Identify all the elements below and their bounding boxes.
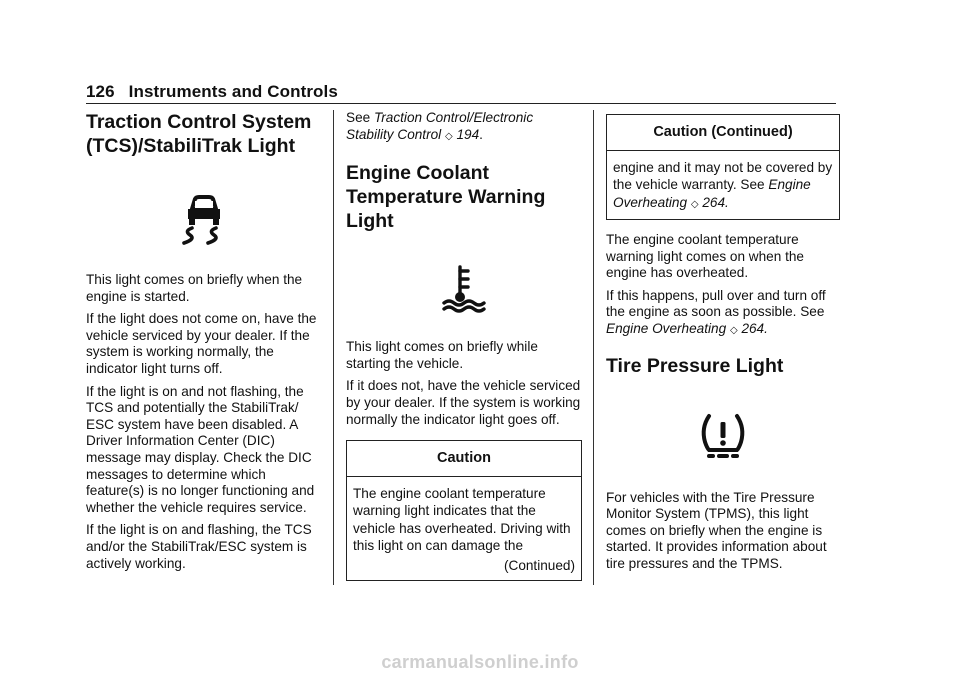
caution-body: engine and it may not be covered by the vehicle warranty. See (613, 159, 833, 192)
paragraph-text: If this happens, pull over and turn off the engine as soon as possible. See (606, 287, 826, 320)
paragraph: The engine coolant temperature warning light comes on when the engine has overheated. (606, 232, 804, 281)
ref-glyph: ◇ (729, 324, 738, 336)
watermark: carmanualsonline.info (381, 652, 579, 672)
paragraph: If the light is on and flashing, the TCS and/or the StabiliTrak/ESC system is actively working. (86, 522, 312, 571)
section-title: Instruments and Controls (128, 82, 338, 101)
paragraph: This light comes on briefly while starting the vehicle. (346, 339, 538, 371)
caution-title: Caution (Continued) (607, 115, 839, 151)
page-header (86, 82, 338, 102)
see-reference: Traction Control/Electronic Stability Control (346, 110, 534, 142)
tire-pressure-heading: Tire Pressure Light (606, 354, 784, 377)
cross-reference[interactable]: See Traction Control/Electronic Stability Control ◇ 194. (346, 110, 534, 142)
tcs-heading: Traction Control System (TCS)/StabiliTrak Light (86, 111, 312, 157)
ref-page: 264. (702, 194, 729, 210)
ref-title: Engine Overheating (613, 177, 811, 210)
column-divider (333, 110, 334, 585)
ref-title: Engine Overheating (606, 320, 727, 336)
paragraph (606, 288, 840, 340)
page-number: 126 (86, 82, 115, 101)
tire-pressure-icon (606, 412, 840, 460)
coolant-heading: Engine Coolant Temperature Warning Light (346, 162, 546, 233)
cross-reference[interactable] (606, 321, 768, 336)
caution-box-continued (606, 114, 840, 220)
paragraph: For vehicles with the Tire Pressure Monitor System (TPMS), this light comes on briefly when the engine is started. It provides information about tire pressures and the TPMS. (606, 489, 827, 571)
header-rule (86, 103, 836, 104)
column-1 (86, 110, 322, 578)
caution-title: Caution (347, 441, 581, 477)
see-page: 194 (456, 126, 480, 142)
caution-body: The engine coolant temperature warning light indicates that the vehicle has overheated. Driving with this light on can damage the (353, 485, 571, 554)
column-2 (346, 110, 582, 581)
caution-continued: (Continued) (503, 557, 575, 573)
coolant-temperature-icon (346, 263, 582, 313)
traction-control-icon (86, 192, 322, 246)
ref-glyph: ◇ (444, 130, 453, 142)
paragraph: If the light does not come on, have the vehicle serviced by your dealer. If the system is working normally, the indicator light turns off. (86, 311, 317, 376)
see-prefix: See (346, 110, 371, 125)
paragraph: If the light is on and not flashing, the TCS and potentially the StabiliTrak/ ESC system have been disabled. A Driver Information Center (DIC) message may display. Check the DIC messages to determine which feature(s) is no longer functioning and whether the vehicle requires service. (86, 383, 315, 515)
paragraph: This light comes on briefly when the engine is started. (86, 272, 303, 304)
ref-glyph: ◇ (690, 198, 699, 210)
paragraph: If it does not, have the vehicle serviced by your dealer. If the system is working normally the indicator light goes off. (346, 378, 581, 427)
caution-box (346, 440, 582, 581)
ref-page: 264. (741, 320, 768, 336)
column-divider (593, 110, 594, 585)
column-3 (606, 110, 840, 579)
